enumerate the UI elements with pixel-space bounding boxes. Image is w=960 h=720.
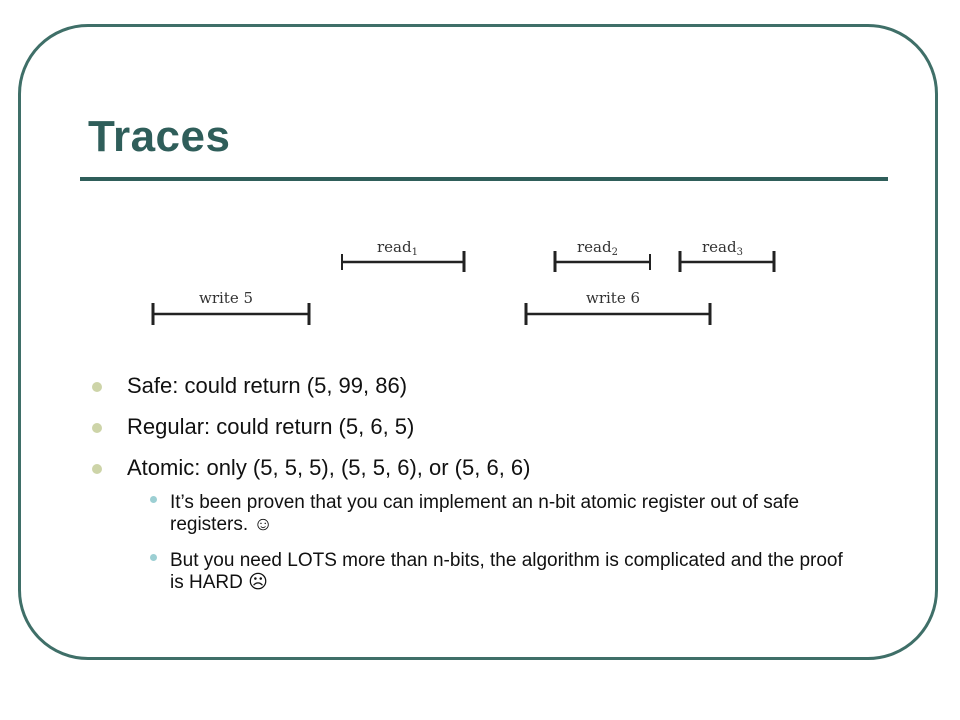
sub-bullet-item: [150, 492, 850, 536]
interval-write-6-label: write 6: [586, 289, 641, 307]
slide-title: Traces: [88, 112, 231, 161]
bullet-item: [92, 372, 892, 399]
sub-bullet-item: [150, 550, 850, 594]
sub-bullet-text: But you need LOTS more than n-bits, the algorithm is complicated and the proof is HARD ☹: [170, 550, 843, 593]
sub-bullet-dot-icon: [150, 554, 157, 561]
bullet-list: [92, 372, 892, 495]
sub-bullet-text: It’s been proven that you can implement an n-bit atomic register out of safe registers. ☺: [170, 492, 800, 535]
bullet-item: [92, 413, 892, 440]
bullet-dot-icon: [92, 423, 102, 433]
bullet-dot-icon: [92, 382, 102, 392]
interval-read-3-label: read$_3$: [702, 238, 743, 258]
bullet-text: Atomic: only (5, 5, 5), (5, 5, 6), or (5, 6, 6): [127, 455, 531, 480]
sub-bullet-dot-icon: [150, 496, 157, 503]
bullet-text: Safe: could return (5, 99, 86): [127, 373, 408, 398]
bullet-item: [92, 454, 892, 481]
interval-read-2-label: read$_2$: [577, 238, 618, 258]
bullet-text: Regular: could return (5, 6, 5): [127, 414, 415, 439]
interval-read-1-label: read$_1$: [377, 238, 418, 258]
bullet-dot-icon: [92, 464, 102, 474]
sub-bullet-list: [150, 492, 850, 608]
interval-write-5-label: write 5: [199, 289, 254, 307]
